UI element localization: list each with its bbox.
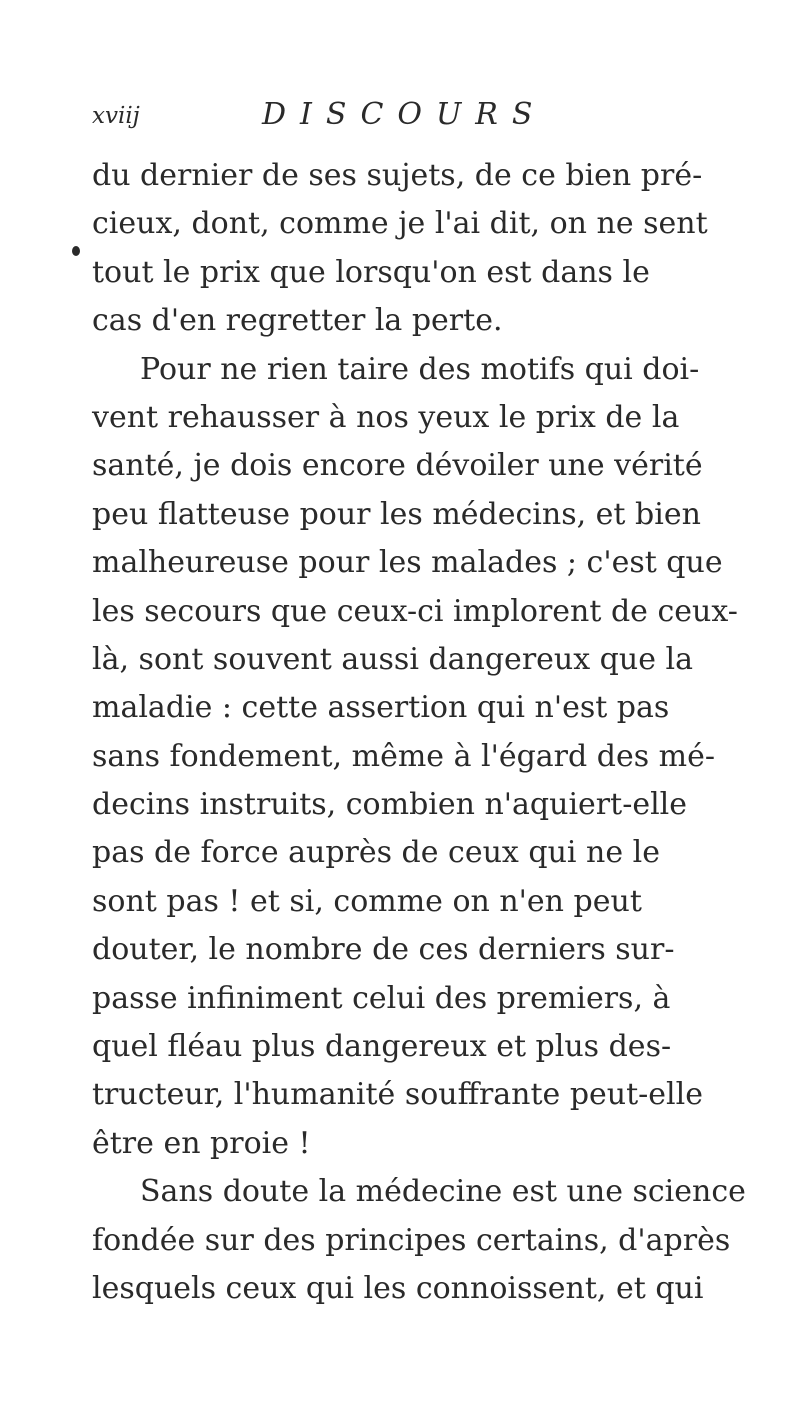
text-line: être en proie ! [92, 1125, 311, 1161]
text-line: sont pas ! et si, comme on n'en peut [92, 883, 642, 919]
text-line: sans fondement, même à l'égard des mé- [92, 738, 715, 774]
text-line: vent rehausser à nos yeux le prix de la [92, 399, 680, 435]
text-line: malheureuse pour les malades ; c'est que [92, 545, 723, 581]
text-line: cas d'en regretter la perte. [92, 303, 503, 339]
text-line: pas de force auprès de ceux qui ne le [92, 835, 660, 871]
text-line: passe infiniment celui des premiers, à [92, 980, 671, 1016]
text-line: santé, je dois encore dévoiler une vérité [92, 448, 703, 484]
text-line: lesquels ceux qui les connoissent, et qui [92, 1270, 704, 1306]
text-line: là, sont souvent aussi dangereux que la [92, 641, 693, 677]
text-line: maladie : cette assertion qui n'est pas [92, 690, 670, 726]
text-line: fondée sur des principes certains, d'après [92, 1222, 731, 1258]
text-line: tructeur, l'humanité souffrante peut-elle [92, 1077, 704, 1113]
running-head: DISCOURS [262, 97, 547, 132]
body-text [92, 152, 746, 1313]
text-line: quel fléau plus dangereux et plus des- [92, 1029, 672, 1065]
text-line: du dernier de ses sujets, de ce bien pré- [92, 158, 703, 193]
page-number: xviij [92, 103, 140, 129]
text-line: douter, le nombre de ces derniers sur- [92, 932, 675, 968]
page-header [92, 97, 712, 141]
text-line: les secours que ceux-ci implorent de ceux- [92, 593, 738, 629]
ink-spot [72, 246, 80, 256]
text-line: cieux, dont, comme je l'ai dit, on ne sent [92, 206, 708, 242]
text-line: peu flatteuse pour les médecins, et bien [92, 496, 701, 532]
text-line: Sans doute la médecine est une science [140, 1174, 746, 1210]
text-line: Pour ne rien taire des motifs qui doi- [140, 351, 700, 387]
text-line: decins instruits, combien n'aquiert-elle [92, 787, 688, 823]
text-line: tout le prix que lorsqu'on est dans le [92, 254, 650, 290]
